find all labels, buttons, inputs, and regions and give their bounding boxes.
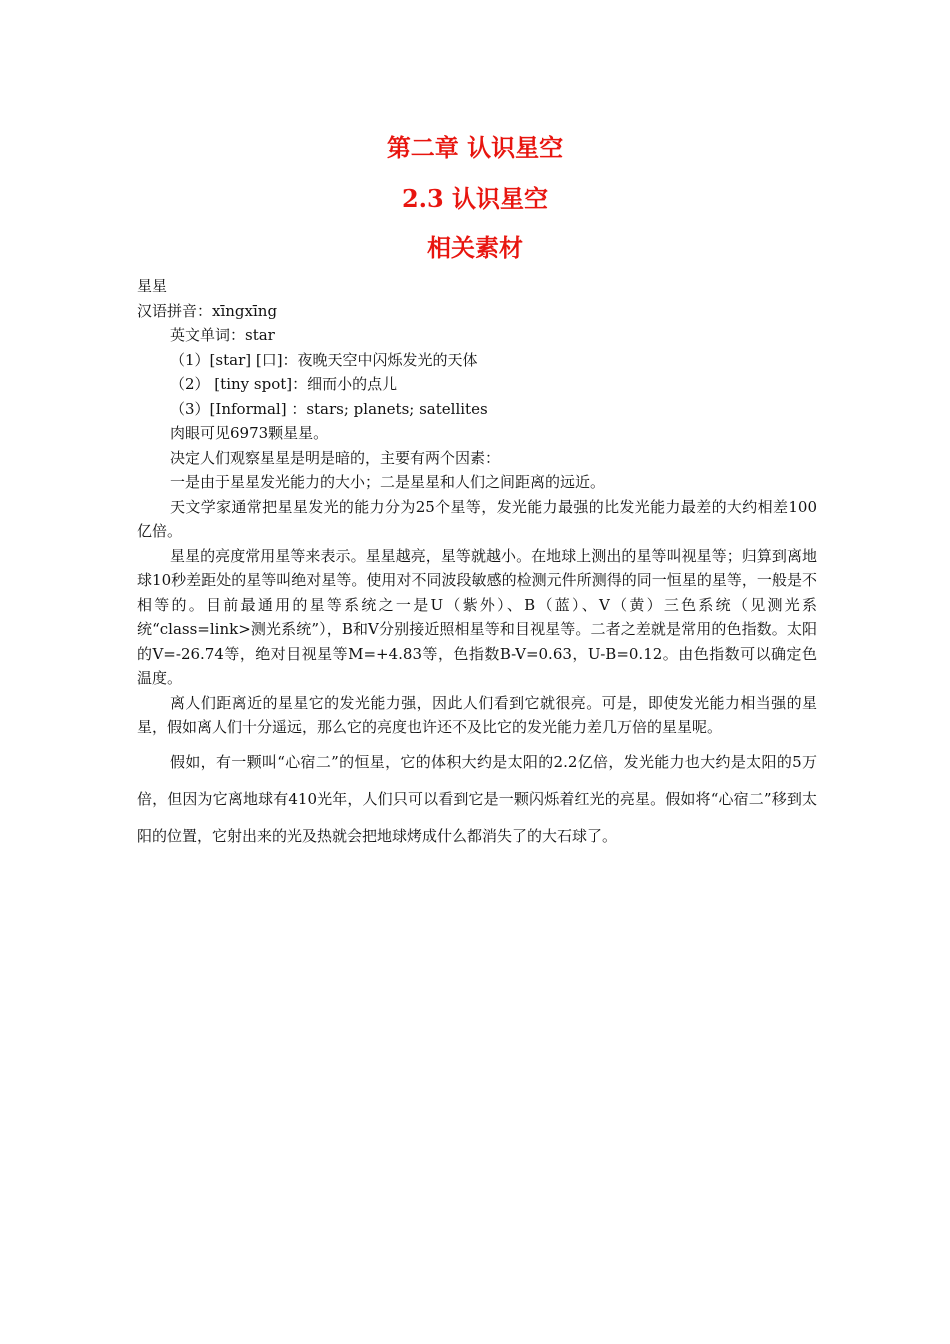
paragraph-magnitude-classes: 天文学家通常把星星发光的能力分为25个星等，发光能力最强的比发光能力最差的大约相差100亿倍。 [137,497,817,540]
section-title: 2.3 认识星空 [401,184,549,213]
paragraph-magnitude-system: 星星的亮度常用星等来表示。星星越亮，星等就越小。在地球上测出的星等叫视星等；归算到离地球10秒差距处的星等叫绝对星等。使用对不同波段敏感的检测元件所测得的同一恒星的星等，一般是不相等的。目前最通用的星等系统之一是U（紫外）、B（蓝）、V（黄）三色系统（见测光系统“class=link>测光系统”），B和V分别接近照相星等和目视星等。二者之差就是常用的色指数。太阳的V=-26.74等，绝对目视星等M=+4.83等，色指数B-V=0.63，U-B=0.12。由色指数可以确定色温度。 [137,546,817,687]
factors-line: 决定人们观察星星是明是暗的，主要有两个因素： [170,448,501,467]
paragraph-distance: 离人们距离近的星星它的发光能力强，因此人们看到它就很亮。可是，即使发光能力相当强的星星，假如离人们十分遥远，那么它的亮度也许还不及比它的发光能力差几万倍的星星呢。 [137,693,817,736]
chapter-title: 第二章 认识星空 [386,133,564,162]
factors-detail-line: 一是由于星星发光能力的大小；二是星星和人们之间距离的远近。 [170,473,606,491]
entry-heading: 星星 [137,277,168,295]
definition-2: （2） [tiny spot]：细而小的点儿 [170,375,398,393]
definition-1: （1）[star] [口]：夜晚天空中闪烁发光的天体 [170,350,478,369]
english-line: 英文单词：star [170,326,275,344]
definition-3: （3）[Informal] ：stars; planets; satellites [170,399,488,418]
visible-stars-line: 肉眼可见6973颗星星。 [170,424,329,442]
paragraph-antares: 假如，有一颗叫“心宿二”的恒星，它的体积大约是太阳的2.2亿倍，发光能力也大约是太阳的5万倍，但因为它离地球有410光年，人们只可以看到它是一颗闪烁着红光的亮星。假如将“心宿二”移到太阳的位置，它射出来的光及热就会把地球烤成什么都消失了的大石球了。 [137,752,817,845]
pinyin-line: 汉语拼音：xīngxīng [137,301,278,320]
subtitle: 相关素材 [427,233,523,262]
article-body [137,274,817,855]
